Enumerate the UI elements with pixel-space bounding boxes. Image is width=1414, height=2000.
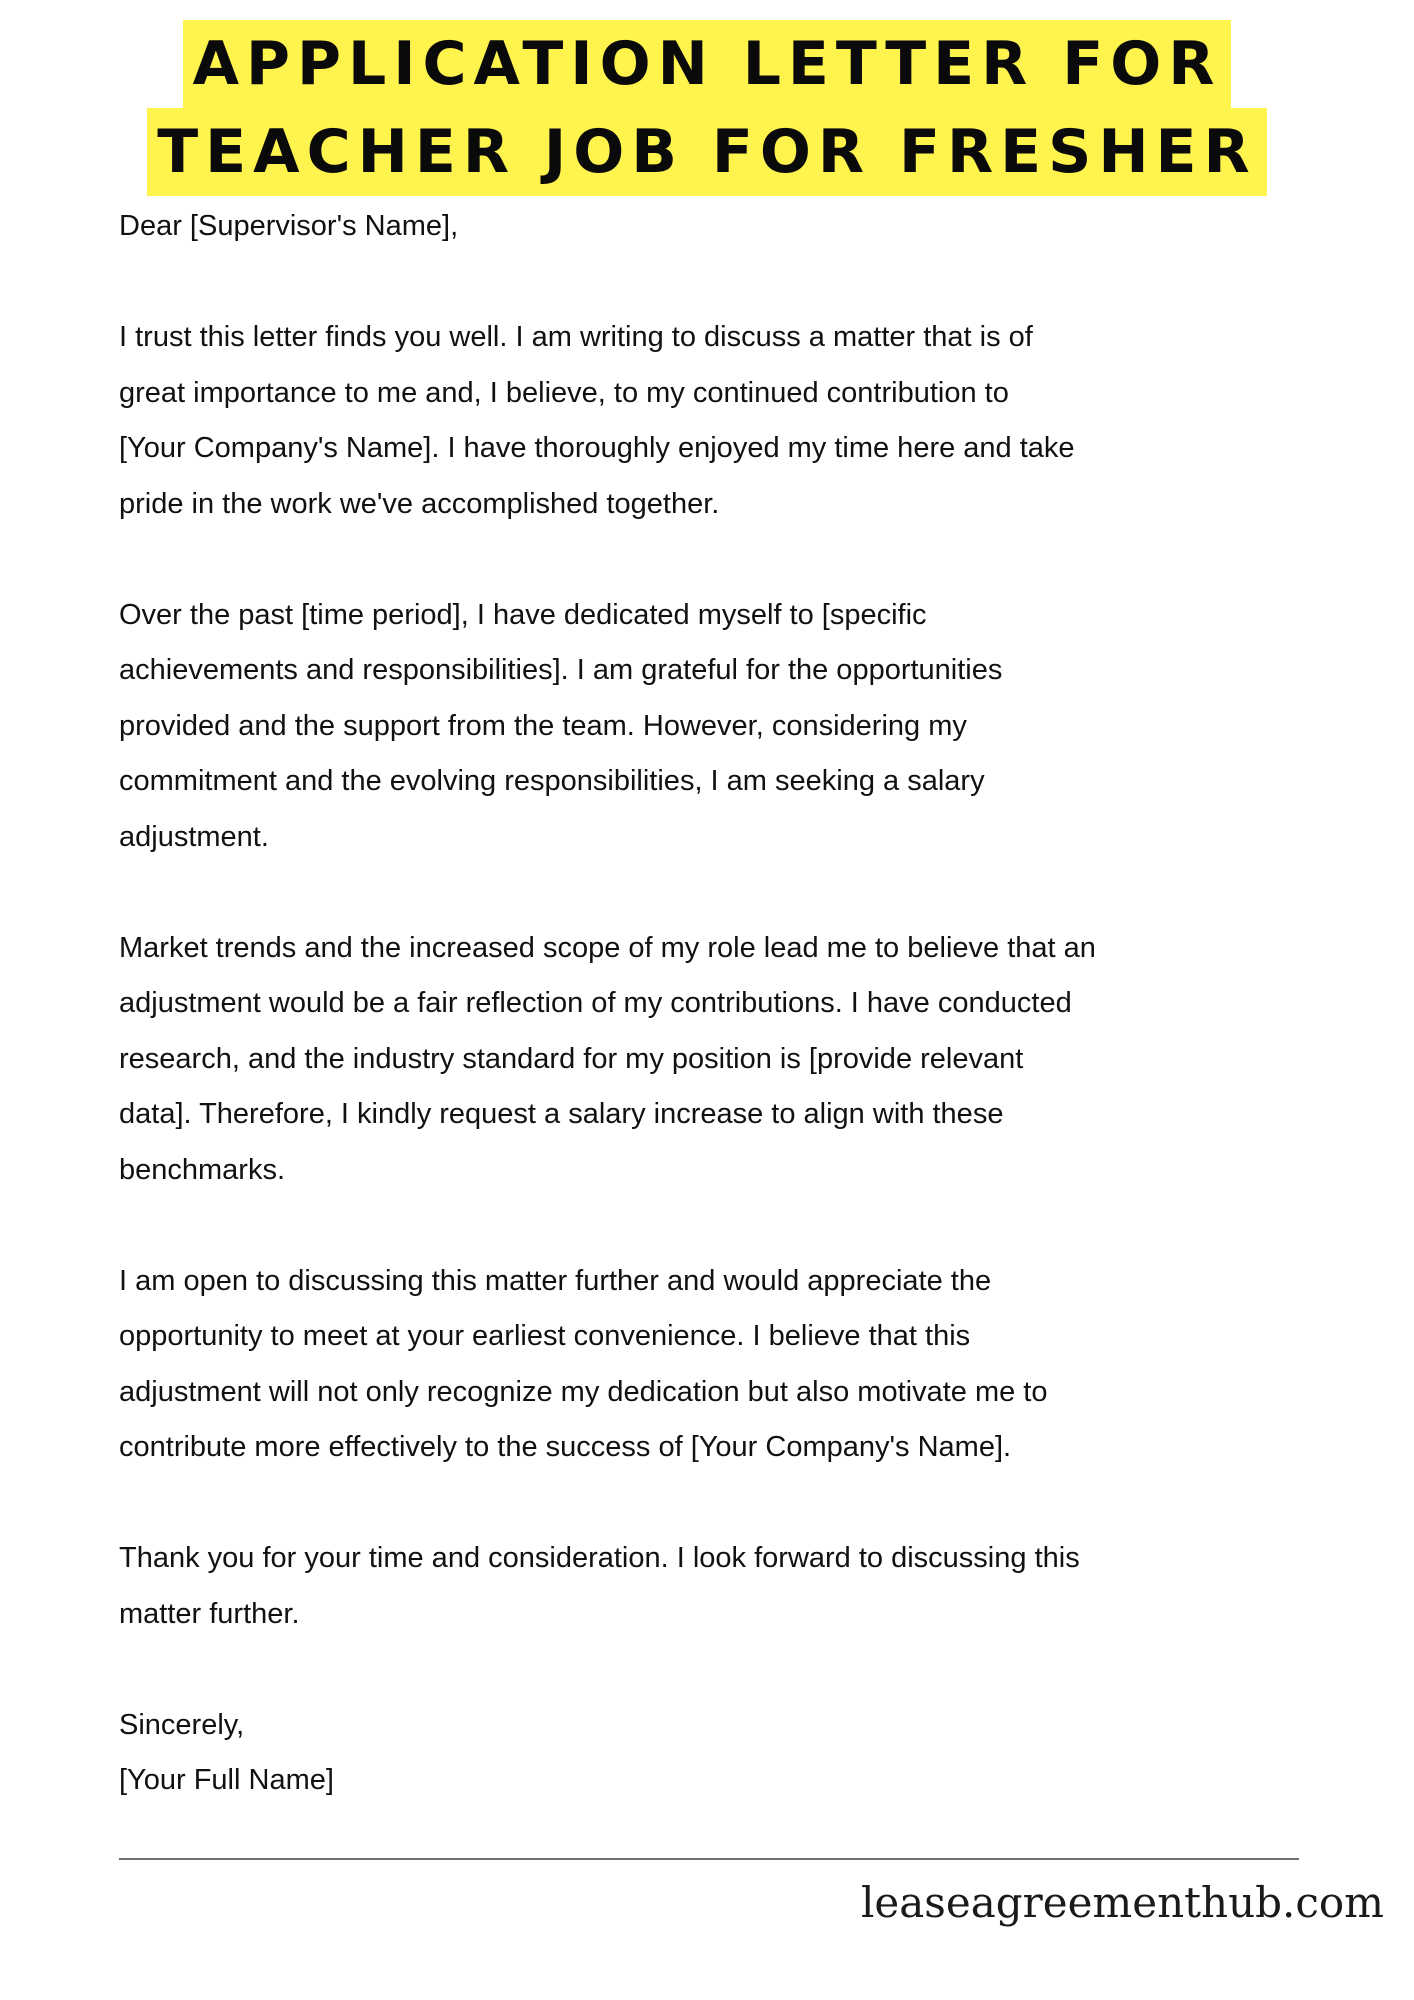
paragraph-5 — [119, 1531, 1319, 1642]
paragraph-spacer — [119, 1476, 1319, 1532]
paragraph-line: commitment and the evolving responsibilities, I am seeking a salary — [119, 765, 985, 797]
paragraph-spacer — [119, 1198, 1319, 1254]
paragraph-line: adjustment would be a fair reflection of my contributions. I have conducted — [119, 987, 1072, 1019]
paragraph-line: I am open to discussing this matter further and would appreciate the — [119, 1264, 992, 1297]
title-line-1: APPLICATION LETTER FOR — [183, 20, 1232, 108]
paragraph-line: benchmarks. — [119, 1153, 286, 1186]
paragraph-3 — [119, 921, 1319, 1199]
paragraph-line: opportunity to meet at your earliest convenience. I believe that this — [119, 1320, 971, 1352]
footer-brand: leaseagreementhub.com — [860, 1878, 1384, 1927]
paragraph-line: Market trends and the increased scope of my role lead me to believe that an — [119, 931, 1096, 964]
document-title — [0, 20, 1414, 196]
paragraph-spacer — [119, 1642, 1319, 1698]
paragraph-line: Thank you for your time and consideration. I look forward to discussing this — [119, 1542, 1080, 1574]
paragraph-line: adjustment will not only recognize my dedication but also motivate me to — [119, 1375, 1048, 1408]
paragraph-line: data]. Therefore, I kindly request a salary increase to align with these — [119, 1098, 1004, 1130]
paragraph-line: Over the past [time period], I have dedicated myself to [specific — [119, 598, 927, 631]
paragraph-line: provided and the support from the team. However, considering my — [119, 709, 967, 742]
paragraph-line: I trust this letter finds you well. I am writing to discuss a matter that is of — [119, 321, 1033, 353]
paragraph-line: adjustment. — [119, 820, 269, 853]
paragraph-spacer — [119, 255, 1319, 311]
closing: Sincerely, — [119, 1708, 245, 1741]
paragraph-spacer — [119, 532, 1319, 588]
paragraph-line: matter further. — [119, 1597, 300, 1630]
salutation: Dear [Supervisor's Name], — [119, 210, 459, 242]
letter-body — [119, 199, 1319, 1809]
paragraph-line: great importance to me and, I believe, to my continued contribution to — [119, 376, 1009, 409]
paragraph-spacer — [119, 865, 1319, 921]
paragraph-line: achievements and responsibilities]. I am grateful for the opportunities — [119, 654, 1003, 686]
title-line-2: TEACHER JOB FOR FRESHER — [147, 108, 1267, 196]
paragraph-line: contribute more effectively to the success of [Your Company's Name]. — [119, 1431, 1012, 1463]
footer-divider — [119, 1858, 1299, 1860]
signature-placeholder: [Your Full Name] — [119, 1764, 334, 1796]
paragraph-line: pride in the work we've accomplished together. — [119, 487, 720, 520]
paragraph-line: [Your Company's Name]. I have thoroughly enjoyed my time here and take — [119, 432, 1075, 464]
paragraph-2 — [119, 588, 1319, 866]
paragraph-4 — [119, 1254, 1319, 1476]
paragraph-line: research, and the industry standard for my position is [provide relevant — [119, 1042, 1024, 1075]
paragraph-1 — [119, 310, 1319, 532]
